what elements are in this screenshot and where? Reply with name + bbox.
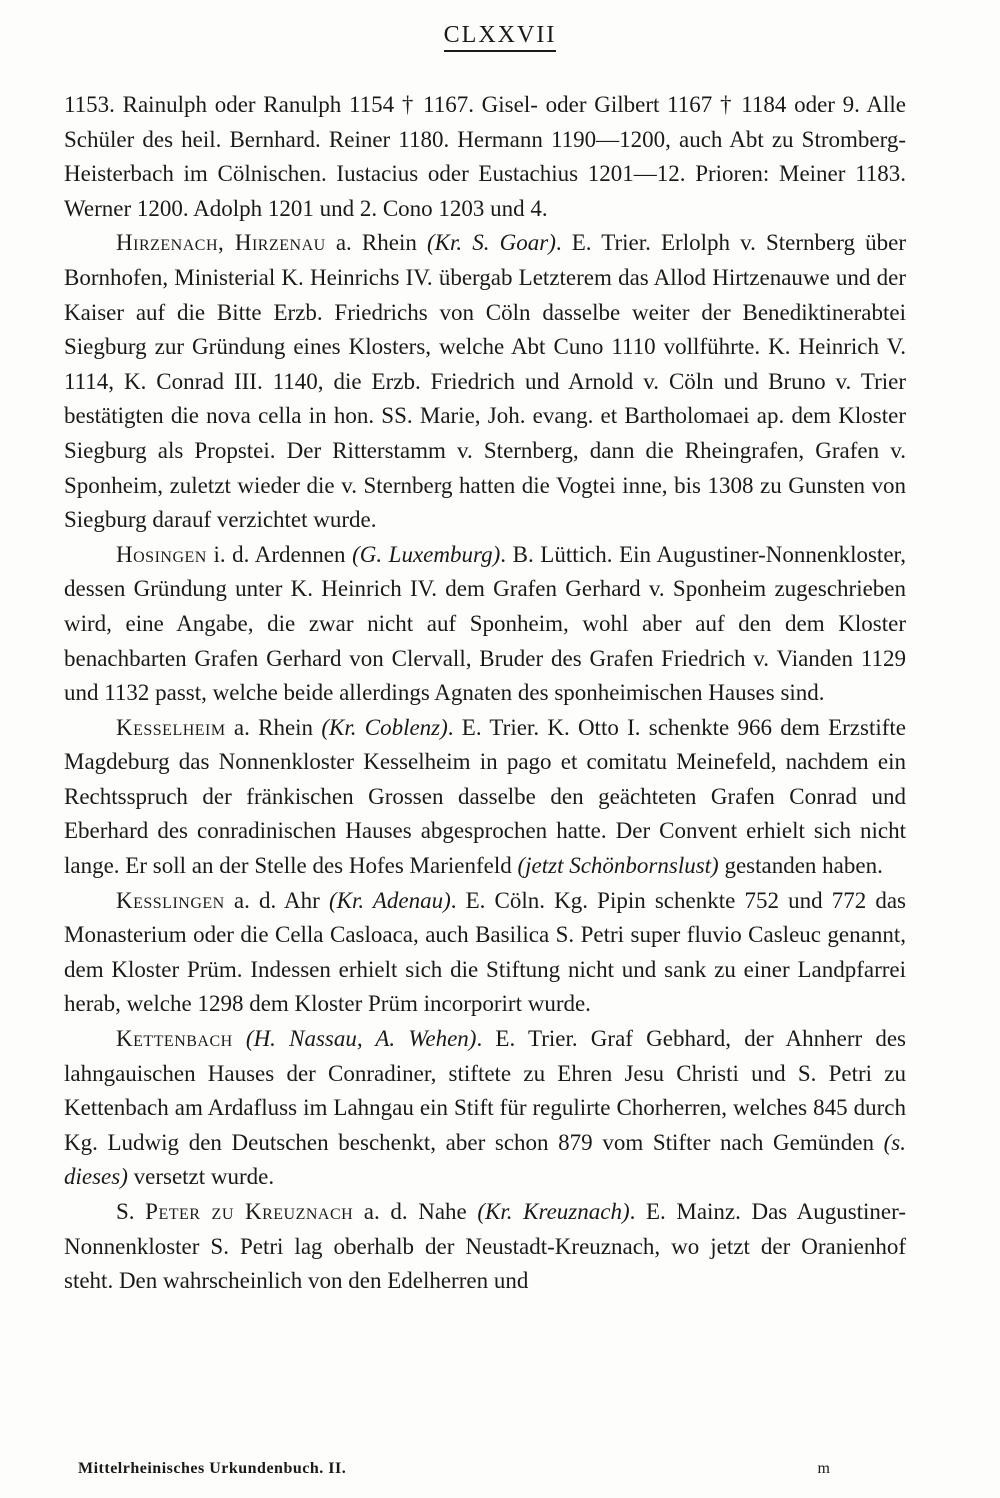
entry-prefix: S.: [116, 1199, 146, 1224]
entry-region: (G. Luxemburg): [352, 541, 501, 567]
entry-text: . E. Trier. K. Otto I. schenkte 966 dem Erzstifte Magdeburg das Nonnenkloster Kesselheim in pago et comitatu Meinefeld, nachdem ein Rechtsspruch der fränkischen Grossen dasselbe den geächteten Grafen Conrad und Eberhard des conradinischen Hauses abgesprochen hatte. Der Convent erhielt sich nicht lange. Er soll an der Stelle des Hofes Marienfeld: [64, 714, 907, 879]
entry-text: . E. Trier. Erlolph v. Sternberg über Bornhofen, Ministerial K. Heinrichs IV. übergab Letzterem das Allod Hirtzenauwe und der Kaiser auf die Bitte Erzb. Friedrichs von Cöln dasselbe weiter der Benediktinerabtei Siegburg zur Gründung eines Klosters, welche Abt Cuno 1110 vollführte. K. Heinrich V. 1114, K. Conrad III. 1140, die Erzb. Friedrich und Arnold v. Cöln und Bruno v. Trier bestätigten die nova cella in hon. SS. Marie, Joh. evang. et Bartholomaei ap. dem Kloster Siegburg als Propstei. Der Ritterstamm v. Sternberg, dann die Rheingrafen, Grafen v. Sponheim, zuletzt wieder die v. Sternberg hatten die Vogtei inne, bis 1308 zu Gunsten von Siegburg darauf verzichtet wurde.: [64, 230, 906, 533]
entry-region: (Kr. S. Goar): [426, 230, 556, 256]
entry-text: . E. Trier. Graf Gebhard, der Ahnherr des lahngauischen Hauses der Conradiner, stiftete zu Ehren Jesu Christi und S. Petri zu Kettenbach am Ardafluss im Lahngau ein Stift für regulirte Chorherren, welches 845 durch Kg. Ludwig den Deutschen beschenkt, aber schon 879 vom Stifter nach Gemünden: [64, 1026, 906, 1155]
page-header: [0, 22, 1000, 49]
entry-s-peter-zu-kreuznach: [64, 1195, 906, 1299]
entry-name: Hirzenach, Hirzenau: [116, 230, 326, 256]
entry-text: . E. Mainz. Das Augustiner-Nonnenkloster S. Petri lag oberhalb der Neustadt-Kreuznach, wo jetzt der Oranienhof steht. Den wahrscheinlich von den Edelherren und: [64, 1199, 906, 1294]
entry-text-end: versetzt wurde.: [127, 1164, 275, 1190]
entry-name: Hosingen: [116, 541, 207, 567]
entry-text: . E. Cöln. Kg. Pipin schenkte 752 und 772 das Monasterium oder die Cella Casloaca, auch Basilica S. Petri super fluvio Casleuc genannt, dem Kloster Prüm. Indessen erhielt sich die Stiftung nicht und sank zu einer Landpfarrei herab, welche 1298 dem Kloster Prüm incorporirt wurde.: [64, 887, 906, 1017]
entry-text-italic: (s. dieses): [64, 1129, 906, 1190]
entry-name: Peter zu Kreuznach: [145, 1199, 354, 1224]
entry-location: i. d. Ardennen: [206, 541, 353, 567]
footer-book-title: Mittelrheinisches Urkundenbuch. II.: [78, 1460, 347, 1477]
entry-hosingen: [64, 538, 906, 711]
entry-location: a. d. Ahr: [224, 887, 329, 913]
entry-region: (Kr. Adenau): [328, 887, 451, 913]
entry-kesslingen: [64, 884, 906, 1022]
text-body: [64, 88, 906, 1299]
entry-location: [233, 1026, 246, 1051]
entry-kettenbach: [64, 1022, 906, 1195]
entry-name: Kettenbach: [116, 1026, 233, 1052]
entry-text: . B. Lüttich. Ein Augustiner-Nonnenkloster, dessen Gründung unter K. Heinrich IV. dem Grafen Gerhard v. Sponheim zugeschrieben wird, eine Angabe, die zwar nicht auf Sponheim, wohl aber auf den dem Kloster benachbarten Grafen Gerhard von Clervall, Bruder des Grafen Friedrich v. Vianden 1129 und 1132 passt, welche beide allerdings Agnaten des sponheimischen Hauses sind.: [64, 541, 907, 706]
entry-region: (Kr. Kreuznach): [477, 1199, 630, 1224]
footer-signature-mark: m: [817, 1460, 830, 1477]
entry-hirzenach: [64, 226, 906, 537]
entry-name: Kesselheim: [116, 714, 226, 740]
entry-text-italic: (jetzt Schönbornslust): [517, 853, 719, 879]
entry-kesselheim: [64, 711, 906, 884]
intro-paragraph: 1153. Rainulph oder Ranulph 1154 † 1167. Gisel- oder Gilbert 1167 † 1184 oder 9. Alle Schüler des heil. Bernhard. Reiner 1180. Hermann 1190—1200, auch Abt zu Stromberg-Heisterbach im Cölnischen. Iustacius oder Eustachius 1201—12. Prioren: Meiner 1183. Werner 1200. Adolph 1201 und 2. Cono 1203 und 4.: [64, 92, 906, 221]
entry-name: Kesslingen: [116, 887, 225, 913]
entry-text-end: gestanden haben.: [718, 853, 883, 879]
entry-location: a. Rhein: [225, 714, 322, 740]
entry-location: a. Rhein: [325, 230, 427, 256]
entry-location: a. d. Nahe: [353, 1199, 478, 1224]
entry-region: (H. Nassau, A. Wehen): [245, 1026, 477, 1052]
entry-region: (Kr. Coblenz): [321, 714, 448, 740]
page-number: CLXXVII: [444, 22, 557, 52]
